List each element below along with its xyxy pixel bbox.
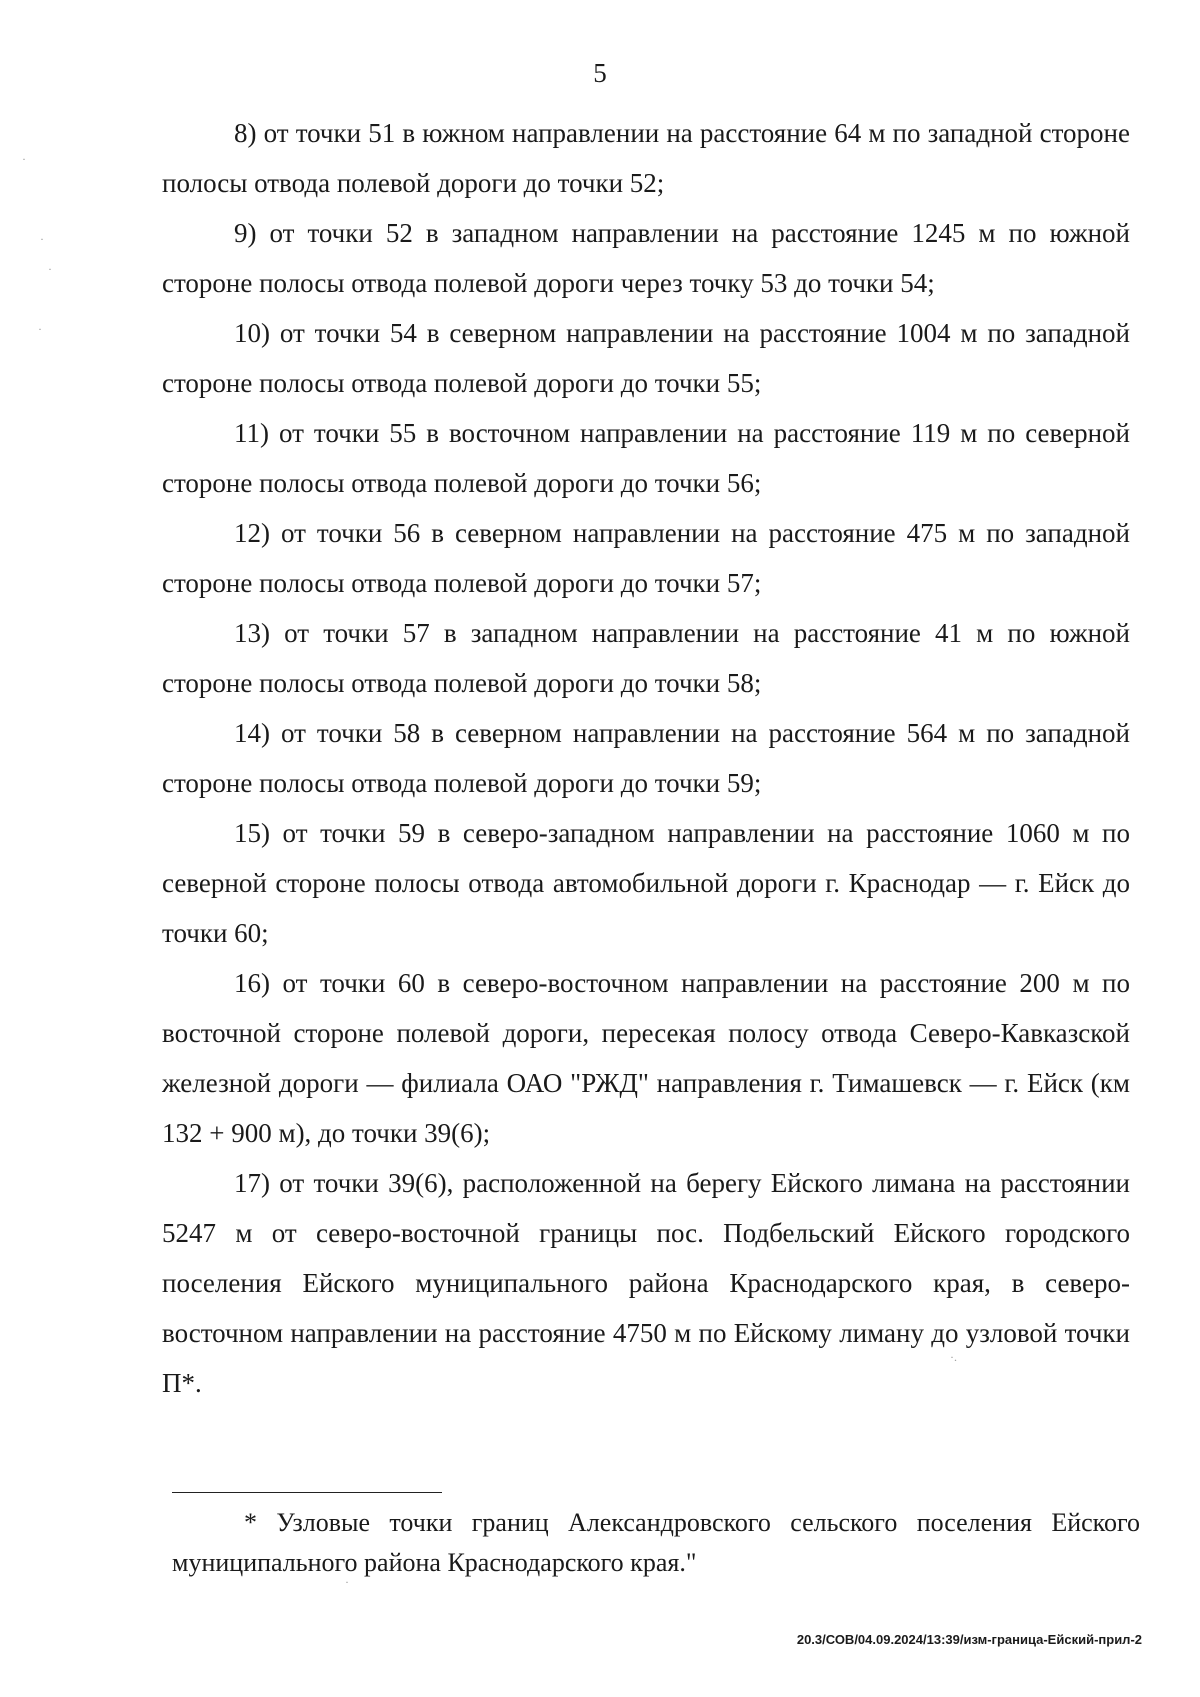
scan-speck: · [40,232,44,246]
boundary-item-15: 15) от точки 59 в северо-западном направлении на расстояние 1060 м по северной стороне полосы отвода автомобильной дороги г. Краснодар — г. Ейск до точки 60; [162,818,1130,948]
boundary-item-12: 12) от точки 56 в северном направлении на расстояние 475 м по западной стороне полосы отвода полевой дороги до точки 57; [162,518,1130,598]
scan-speck: · [22,152,26,166]
boundary-item-14: 14) от точки 58 в северном направлении на расстояние 564 м по западной стороне полосы отвода полевой дороги до точки 59; [162,718,1130,798]
document-code: 20.3/СОВ/04.09.2024/13:39/изм-граница-Ейский-прил-2 [796,1632,1142,1647]
boundary-item-17: 17) от точки 39(6), расположенной на берегу Ейского лимана на расстоянии 5247 м от северо-восточной границы пос. Подбельский Ейского городского поселения Ейского муниципального района Краснодарского края, в северо-восточном направлении на расстояние 4750 м по Ейскому лиману до узловой точки П*. [162,1168,1130,1398]
boundary-item-11: 11) от точки 55 в восточном направлении на расстояние 119 м по северной стороне полосы отвода полевой дороги до точки 56; [162,418,1130,498]
scan-speck: ·. [950,1350,957,1364]
footnote-divider [172,1492,442,1493]
scan-speck: · [38,322,42,336]
footnote: * Узловые точки границ Александровского сельского поселения Ейского муниципального района Краснодарского края." [172,1508,1140,1577]
scan-speck: · [48,262,52,276]
boundary-item-8: 8) от точки 51 в южном направлении на расстояние 64 м по западной стороне полосы отвода полевой дороги до точки 52; [162,118,1130,198]
boundary-item-13: 13) от точки 57 в западном направлении на расстояние 41 м по южной стороне полосы отвода полевой дороги до точки 58; [162,618,1130,698]
page-number: 5 [593,58,607,88]
document-body [162,108,1130,1408]
boundary-item-16: 16) от точки 60 в северо-восточном направлении на расстояние 200 м по восточной стороне полевой дороги, пересекая полосу отвода Северо-Кавказской железной дороги — филиала ОАО "РЖД" направления г. Тимашевск — г. Ейск (км 132 + 900 м), до точки 39(6); [162,968,1130,1148]
boundary-item-9: 9) от точки 52 в западном направлении на расстояние 1245 м по южной стороне полосы отвода полевой дороги через точку 53 до точки 54; [162,218,1130,298]
scan-speck: · [345,1575,349,1589]
boundary-item-10: 10) от точки 54 в северном направлении на расстояние 1004 м по западной стороне полосы отвода полевой дороги до точки 55; [162,318,1130,398]
